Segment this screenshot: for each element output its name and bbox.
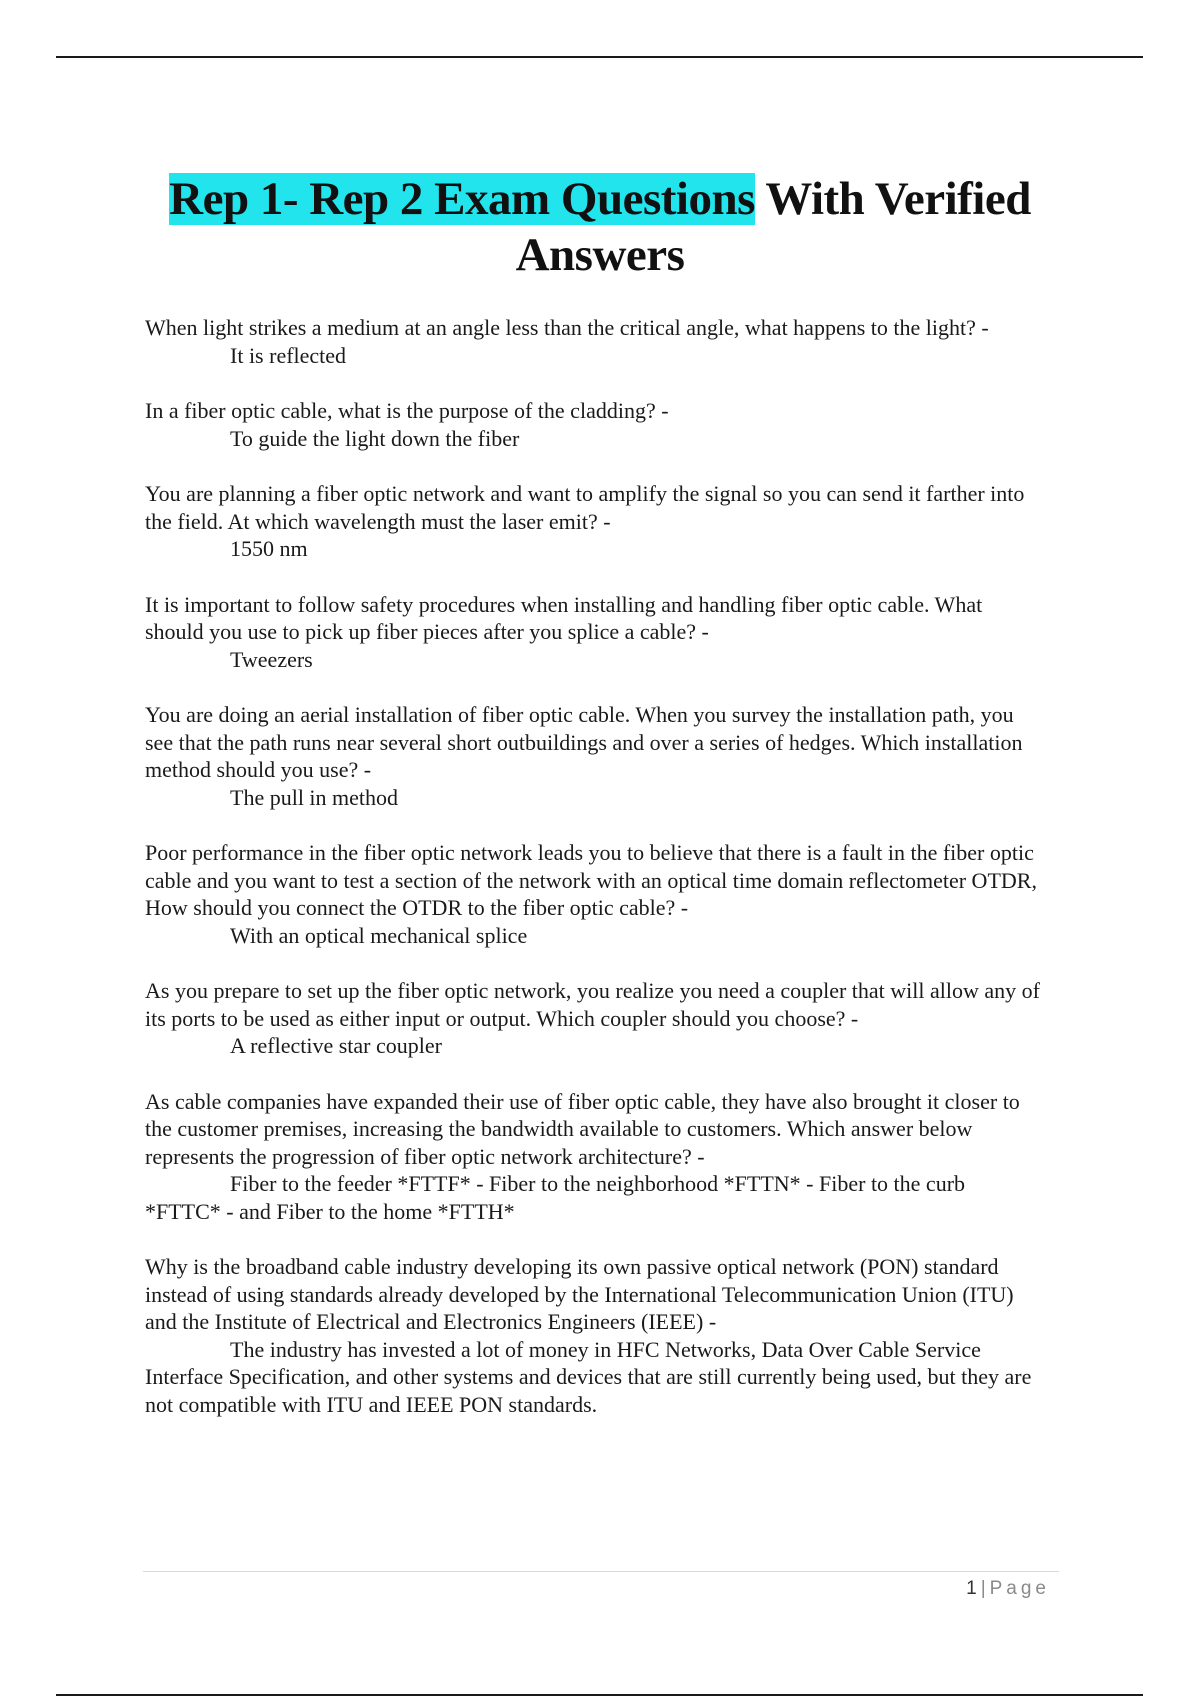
qa-item bbox=[145, 977, 1045, 1060]
page-label: Page bbox=[989, 1578, 1050, 1599]
answer-text: The industry has invested a lot of money in HFC Networks, Data Over Cable Service Interface Specification, and other systems and devices that are still currently being used, but they are not compatible with ITU and IEEE PON standards. bbox=[145, 1336, 1032, 1417]
title-rest: With Verified Answers bbox=[515, 173, 1031, 282]
answer-text: With an optical mechanical splice bbox=[230, 922, 528, 948]
qa-item bbox=[145, 701, 1045, 811]
page-footer bbox=[966, 1578, 1050, 1600]
question-text: You are planning a fiber optic network and want to amplify the signal so you can send it farther into the field. At which wavelength must the laser emit? - bbox=[145, 481, 1025, 534]
qa-item bbox=[145, 591, 1045, 674]
answer-text: To guide the light down the fiber bbox=[230, 425, 520, 451]
question-text: You are doing an aerial installation of fiber optic cable. When you survey the installation path, you see that the path runs near several short outbuildings and over a series of hedges. Which installation method should you use? - bbox=[145, 702, 1023, 782]
title-highlighted: Rep 1- Rep 2 Exam Questions bbox=[169, 173, 755, 226]
question-text: It is important to follow safety procedures when installing and handling fiber optic cable. What should you use to pick up fiber pieces after you splice a cable? - bbox=[145, 591, 983, 644]
qa-item bbox=[145, 1088, 1045, 1226]
question-text: As you prepare to set up the fiber optic network, you realize you need a coupler that will allow any of its ports to be used as either input or output. Which coupler should you choose? - bbox=[145, 978, 1040, 1031]
answer-text: Tweezers bbox=[230, 646, 313, 672]
qa-item bbox=[145, 480, 1045, 563]
question-text: In a fiber optic cable, what is the purpose of the cladding? - bbox=[145, 398, 669, 423]
document-title bbox=[110, 171, 1090, 283]
footer-separator: | bbox=[980, 1578, 986, 1599]
answer-text: It is reflected bbox=[230, 342, 347, 368]
bottom-rule bbox=[56, 1694, 1143, 1696]
question-text: When light strikes a medium at an angle less than the critical angle, what happens to the light? - bbox=[145, 315, 989, 340]
qa-list bbox=[145, 314, 1045, 1446]
question-text: Why is the broadband cable industry developing its own passive optical network (PON) standard instead of using standards already developed by the International Telecommunication Union (ITU) and the Institute of Electrical and Electronics Engineers (IEEE) - bbox=[145, 1254, 1014, 1334]
answer-text: A reflective star coupler bbox=[230, 1033, 442, 1058]
top-rule bbox=[56, 56, 1143, 58]
qa-item bbox=[145, 314, 1045, 369]
answer-text: 1550 nm bbox=[230, 536, 308, 561]
question-text: Poor performance in the fiber optic network leads you to believe that there is a fault in the fiber optic cable and you want to test a section of the network with an optical time domain reflectometer OTDR, How should you connect the OTDR to the fiber optic cable? - bbox=[145, 840, 1037, 920]
question-text: As cable companies have expanded their use of fiber optic cable, they have also brought it closer to the customer premises, increasing the bandwidth available to customers. Which answer below represents the progression of fiber optic network architecture? - bbox=[145, 1088, 1020, 1169]
qa-item bbox=[145, 1253, 1045, 1418]
answer-text: Fiber to the feeder *FTTF* - Fiber to the neighborhood *FTTN* - Fiber to the curb *FTTC* - and Fiber to the home *FTTH* bbox=[145, 1171, 966, 1224]
qa-item bbox=[145, 839, 1045, 949]
answer-text: The pull in method bbox=[230, 784, 399, 810]
footer-rule bbox=[143, 1571, 1059, 1572]
qa-item bbox=[145, 397, 1045, 452]
page-number: 1 bbox=[966, 1578, 977, 1599]
